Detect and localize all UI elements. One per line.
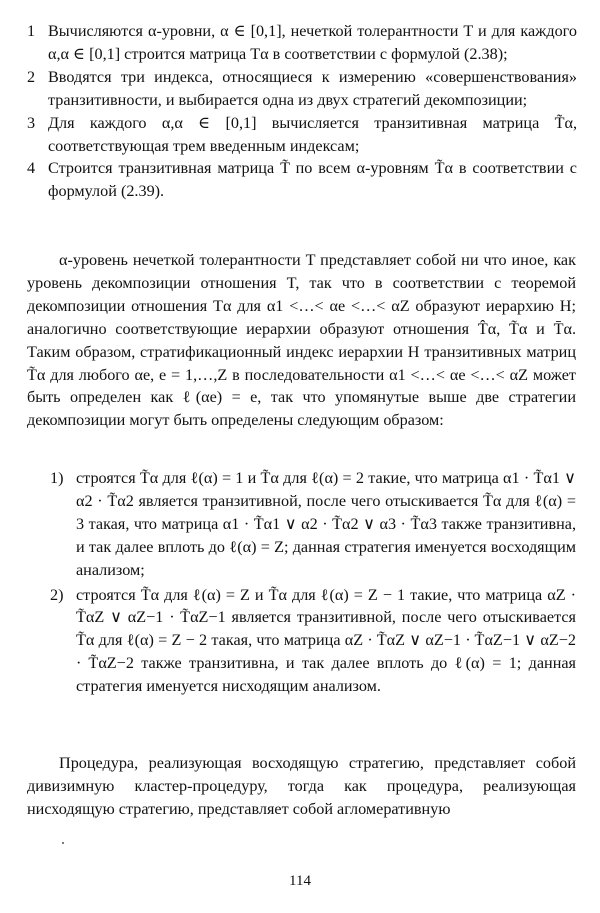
strategy-item-text: строятся T̃α для ℓ(α) = Z и T̃α для ℓ(α) = Z − 1 такие, что матрица αZ · T̃αZ ∨ αZ−1 · T̃αZ−1 является транзитивной, после чего отыскивается T̃α для ℓ(α) = Z − 2 такая, что матрица αZ · T̃αZ ∨ αZ−1 · T̃αZ−1 ∨ αZ−2 · T̃αZ−2 также транзитивна, и так далее вплоть до ℓ(α) = 1; данная стратегия именуется нисходящим анализом.	[76, 585, 576, 696]
strategy-item-text: строятся T̃α для ℓ(α) = 1 и T̃α для ℓ(α) = 2 такие, что матрица α1 · T̃α1 ∨ α2 · T̃α2 является транзитивной, после чего отыскивается T̃α для ℓ(α) = 3 такая, что матрица α1 · T̃α1 ∨ α2 · T̃α2 ∨ α3 · T̃α3 также транзитивна, и так далее вплоть до ℓ(α) = Z; данная стратегия именуется восходящим анализом;	[76, 469, 576, 579]
list-item-text: Для каждого α,α ∈ [0,1] вычисляется транзитивная матрица T̃α, соответствующая трем введенным индексам;	[48, 113, 577, 155]
list-item-number: 4	[27, 159, 36, 178]
list-item-text: Строится транзитивная матрица T̃ по всем α-уровням T̃α в соответствии с формулой (2.39).	[48, 159, 577, 201]
list-item	[27, 66, 577, 112]
scan-speck	[62, 842, 64, 844]
list-item-number: 2	[27, 67, 36, 86]
list-item	[27, 20, 577, 66]
page-number: 114	[289, 873, 311, 889]
list-item-text: Вводятся три индекса, относящиеся к измерению «совершенствования» транзитивности, и выбирается одна из двух стратегий декомпозиции;	[48, 67, 577, 109]
list-item-number: 3	[27, 113, 36, 132]
strategy-item-number: 2)	[50, 585, 64, 604]
paragraph-alpha-level: α-уровень нечеткой толерантности T представляет собой ни что иное, как уровень декомпозиции отношения T, так что в соответствии с теоремой декомпозиции отношения Tα для α1 <…< αe <…< αZ образуют иерархию H; аналогично соответствующие иерархии образуют отношения T̂α, T̃α и T̄α. Таким образом, стратификационный индекс иерархии H транзитивных матриц T̃α для любого αe, e = 1,…,Z в последовательности α1 <…< αe <…< αZ может быть определен как ℓ(αe) = e, так что упомянутые выше две стратегии декомпозиции могут быть определены следующим образом:	[27, 251, 576, 430]
list-item	[27, 112, 577, 158]
paragraph-procedures: Процедура, реализующая восходящую стратегию, представляет собой дивизимную кластер-процедуру, тогда как процедура, реализующая нисходящую стратегию, представляет собой агломеративную	[27, 754, 576, 818]
list-item-number: 1	[27, 22, 36, 40]
algorithm-steps-list	[27, 20, 577, 203]
strategy-item	[50, 584, 576, 699]
list-item-text: Вычисляются α-уровни, α ∈ [0,1], нечеткой толерантности T и для каждого α,α ∈ [0,1] строится матрица Tα в соответствии с формулой (2.38);	[48, 22, 577, 63]
strategy-item	[50, 467, 576, 582]
strategy-item-number: 1)	[50, 469, 64, 487]
decomposition-strategies-list	[50, 467, 576, 698]
list-item	[27, 157, 577, 203]
